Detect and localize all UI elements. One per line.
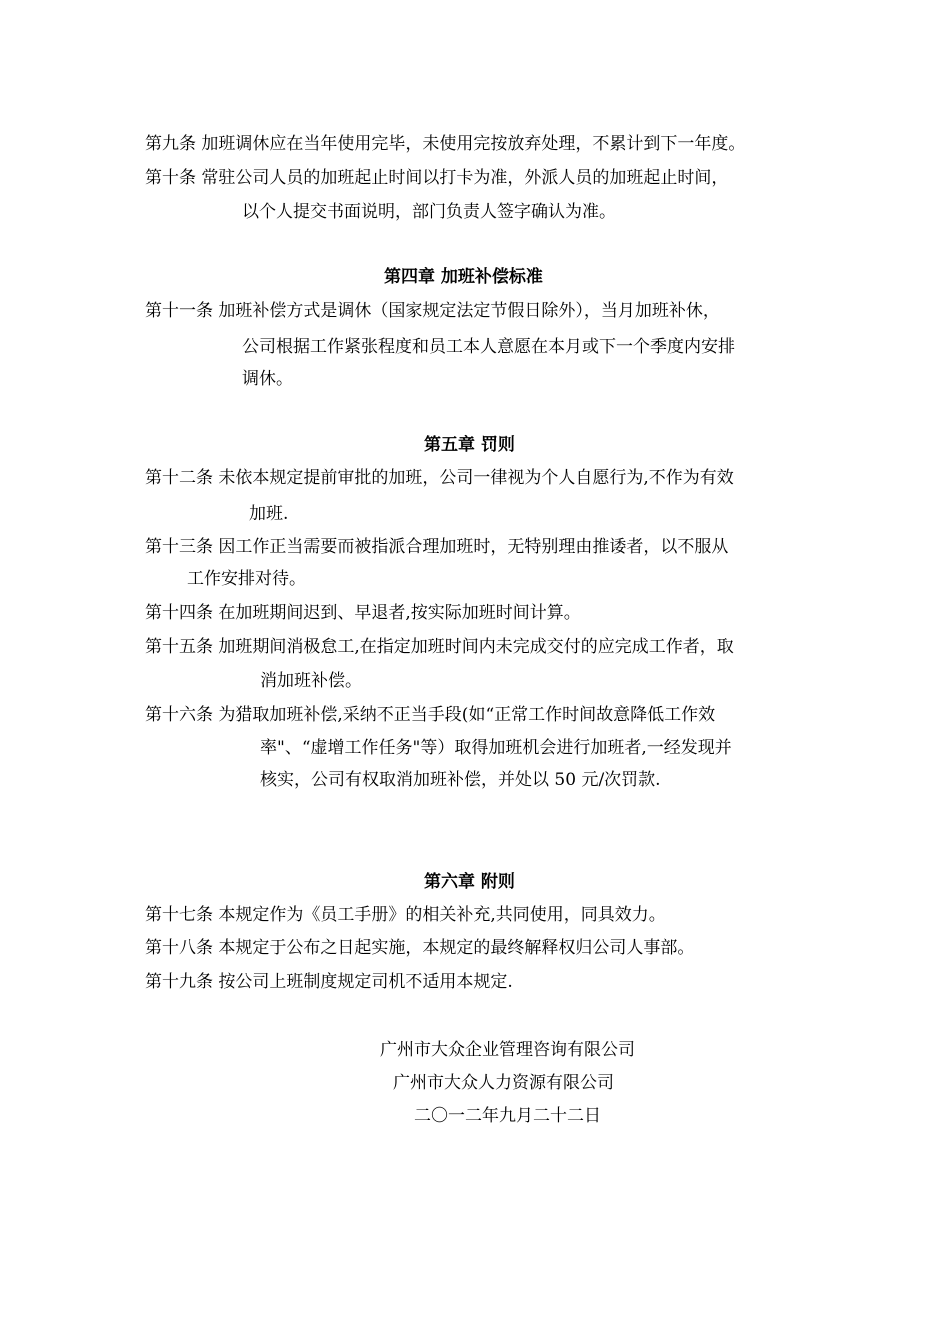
article-11-line-2: 公司根据工作紧张程度和员工本人意愿在本月或下一个季度内安排 [242,337,735,357]
chapter-4-title: 第四章 加班补偿标准 [384,267,543,287]
article-9-line-1: 第九条 加班调休应在当年使用完毕，未使用完按放弃处理，不累计到下一年度。 [145,134,746,154]
article-10-line-2: 以个人提交书面说明，部门负责人签字确认为准。 [242,202,616,222]
article-11-line-1: 第十一条 加班补偿方式是调休（国家规定法定节假日除外），当月加班补休， [145,301,720,321]
article-16-line-2: 率"、“虚增工作任务"等）取得加班机会进行加班者,一经发现并 [260,738,732,758]
article-16-line-1: 第十六条 为猎取加班补偿,采纳不正当手段(如“正常工作时间故意降低工作效 [145,705,716,725]
signature-company-2: 广州市大众人力资源有限公司 [393,1073,614,1093]
article-18-line-1: 第十八条 本规定于公布之日起实施，本规定的最终解释权归公司人事部。 [145,938,695,958]
chapter-6-title: 第六章 附则 [424,872,515,892]
article-14-line-1: 第十四条 在加班期间迟到、早退者,按实际加班时间计算。 [145,603,581,623]
chapter-5-title: 第五章 罚则 [424,435,515,455]
signature-company-1: 广州市大众企业管理咨询有限公司 [380,1040,635,1060]
article-19-line-1: 第十九条 按公司上班制度规定司机不适用本规定. [145,972,513,992]
article-17-line-1: 第十七条 本规定作为《员工手册》的相关补充,共同使用，同具效力。 [145,905,666,925]
article-13-line-2: 工作安排对待。 [187,569,306,589]
article-16-line-3: 核实，公司有权取消加班补偿，并处以 50 元/次罚款. [260,770,661,790]
article-11-line-3: 调休。 [242,369,293,389]
article-12-line-2: 加班. [249,504,289,524]
article-15-line-2: 消加班补偿。 [260,671,362,691]
signature-date: 二〇一二年九月二十二日 [414,1106,601,1126]
article-10-line-1: 第十条 常驻公司人员的加班起止时间以打卡为准，外派人员的加班起止时间， [145,168,729,188]
article-15-line-1: 第十五条 加班期间消极怠工,在指定加班时间内未完成交付的应完成工作者，取 [145,637,734,657]
article-13-line-1: 第十三条 因工作正当需要而被指派合理加班时，无特别理由推诿者，以不服从 [145,537,729,557]
article-12-line-1: 第十二条 未依本规定提前审批的加班，公司一律视为个人自愿行为,不作为有效 [145,468,734,488]
